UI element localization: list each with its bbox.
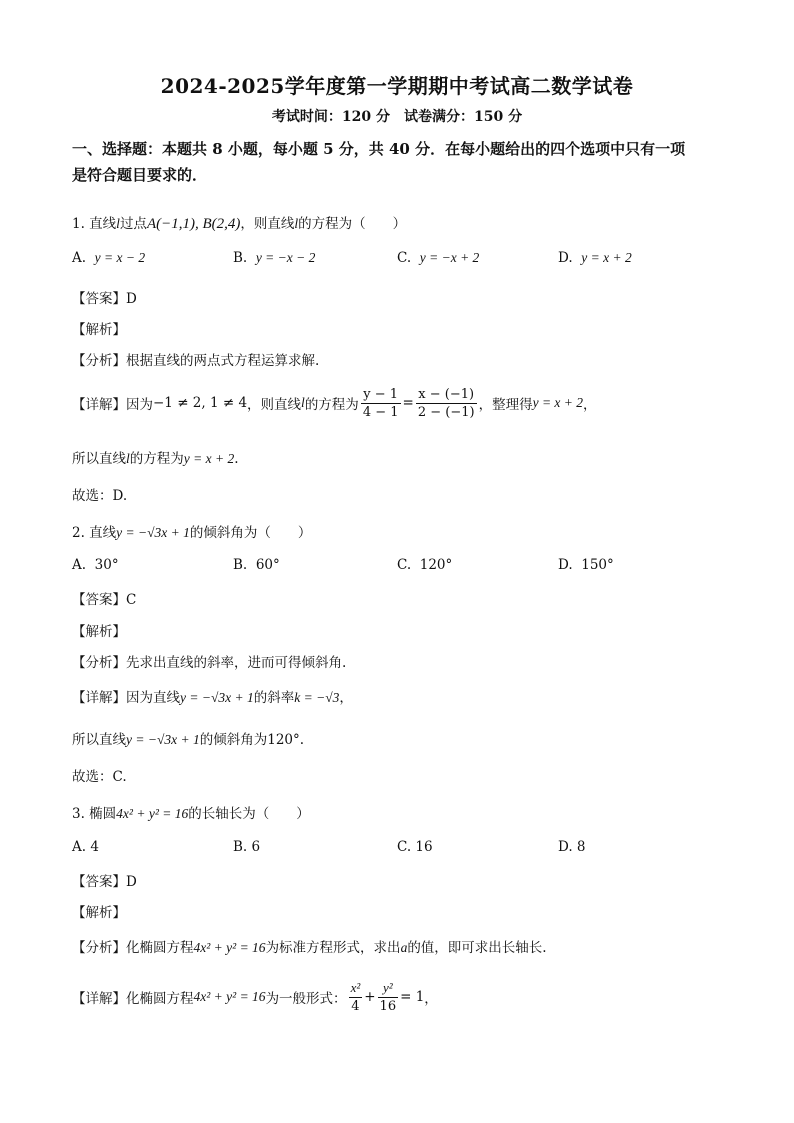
q3-fraction-y: $\frac{\text{y²}}{16}$ bbox=[379, 980, 397, 1014]
q2-analysis-label: 【解析】 bbox=[72, 624, 126, 640]
q1-fraction-right: $\frac{x - (-1)}{2 - (-1)}$ bbox=[417, 386, 475, 420]
q2-option-b: B. 60° bbox=[233, 557, 280, 573]
q1-choose: 故选：D. bbox=[72, 488, 128, 504]
q2-detail: 【详解】因为直线y = −√3x + 1的斜率k = −√3， bbox=[72, 690, 353, 706]
section-heading-line2: 是符合题目要求的． bbox=[72, 166, 208, 184]
q1-option-b: B. y = −x − 2 bbox=[233, 250, 316, 266]
question-3-stem: 3. 椭圆4x² + y² = 16的长轴长为（ ） bbox=[72, 806, 310, 822]
q1-stem-post2: 的方程为（ ） bbox=[298, 216, 407, 232]
q2-choose: 故选：C. bbox=[72, 769, 127, 785]
q1-analysis-label: 【解析】 bbox=[72, 322, 126, 338]
q1-option-c: C. y = −x + 2 bbox=[397, 250, 480, 266]
q1-fraction-left: $\frac{y - 1}{4 - 1}$ bbox=[362, 386, 399, 420]
q3-option-d: D. 8 bbox=[558, 839, 586, 855]
q3-detail: 【详解】 化椭圆方程 4x² + y² = 16 为一般形式： $\frac{\text{x²}}{4}$ + $\frac{\text{y²}}{16}$ = 1 ， bbox=[72, 980, 438, 1014]
q1-stem-post: ，则直线 bbox=[240, 216, 295, 232]
q1-fenxi: 【分析】根据直线的两点式方程运算求解. bbox=[72, 353, 320, 369]
q1-points: A(−1,1), B(2,4) bbox=[146, 216, 241, 232]
question-2-stem: 2. 直线y = −√3x + 1的倾斜角为（ ） bbox=[72, 525, 312, 541]
q1-stem-mid: 过点 bbox=[119, 216, 147, 232]
q3-fraction-x: $\frac{\text{x²}}{4}$ bbox=[350, 980, 361, 1014]
q3-analysis-label: 【解析】 bbox=[72, 905, 126, 921]
q1-answer: 【答案】D bbox=[72, 291, 137, 307]
q1-conclusion: 所以直线l的方程为y = x + 2. bbox=[72, 451, 239, 467]
q1-condition: −1 ≠ 2, 1 ≠ 4 bbox=[153, 395, 248, 411]
q1-option-a: A. y = x − 2 bbox=[72, 250, 146, 266]
q3-fenxi: 【分析】化椭圆方程4x² + y² = 16为标准方程形式，求出a的值，即可求出长轴长. bbox=[72, 940, 547, 956]
q2-conclusion: 所以直线y = −√3x + 1的倾斜角为120°. bbox=[72, 732, 305, 748]
q1-detail: 【详解】 因为 −1 ≠ 2, 1 ≠ 4 ，则直线 l 的方程为 $\frac{y - 1}{4 - 1}$ = $\frac{x - (-1)}{2 - (-1)}$ ，整理得 y = x + 2 ， bbox=[72, 386, 597, 420]
q2-line-equation: y = −√3x + 1 bbox=[116, 525, 190, 540]
section-heading-line1: 一、选择题：本题共 8 小题，每小题 5 分，共 40 分．在每小题给出的四个选项中只有一项 bbox=[72, 140, 686, 158]
q1-result: y = x + 2 bbox=[532, 395, 584, 410]
q1-var-l-2: l bbox=[294, 216, 299, 231]
q2-slope: k = −√3 bbox=[294, 690, 340, 705]
q2-option-c: C. 120° bbox=[397, 557, 453, 573]
section-heading bbox=[72, 136, 732, 188]
question-1-stem bbox=[72, 212, 406, 233]
q1-option-d: D. y = x + 2 bbox=[558, 250, 632, 266]
q3-option-b: B. 6 bbox=[233, 839, 261, 855]
q2-option-d: D. 150° bbox=[558, 557, 614, 573]
q3-ellipse-equation: 4x² + y² = 16 bbox=[116, 806, 189, 821]
q1-stem-prefix: 1. 直线 bbox=[72, 216, 117, 232]
q3-option-c: C. 16 bbox=[397, 839, 433, 855]
q3-option-a: A. 4 bbox=[72, 839, 99, 855]
q3-answer: 【答案】D bbox=[72, 874, 137, 890]
page-title: 2024-2025学年度第一学期期中考试高二数学试卷 bbox=[160, 74, 634, 98]
q2-answer: 【答案】C bbox=[72, 592, 137, 608]
q1-var-l: l bbox=[116, 216, 120, 231]
q2-option-a: A. 30° bbox=[72, 557, 119, 573]
q2-fenxi: 【分析】先求出直线的斜率，进而可得倾斜角. bbox=[72, 655, 347, 671]
exam-info: 考试时间：120 分 试卷满分：150 分 bbox=[271, 109, 523, 125]
